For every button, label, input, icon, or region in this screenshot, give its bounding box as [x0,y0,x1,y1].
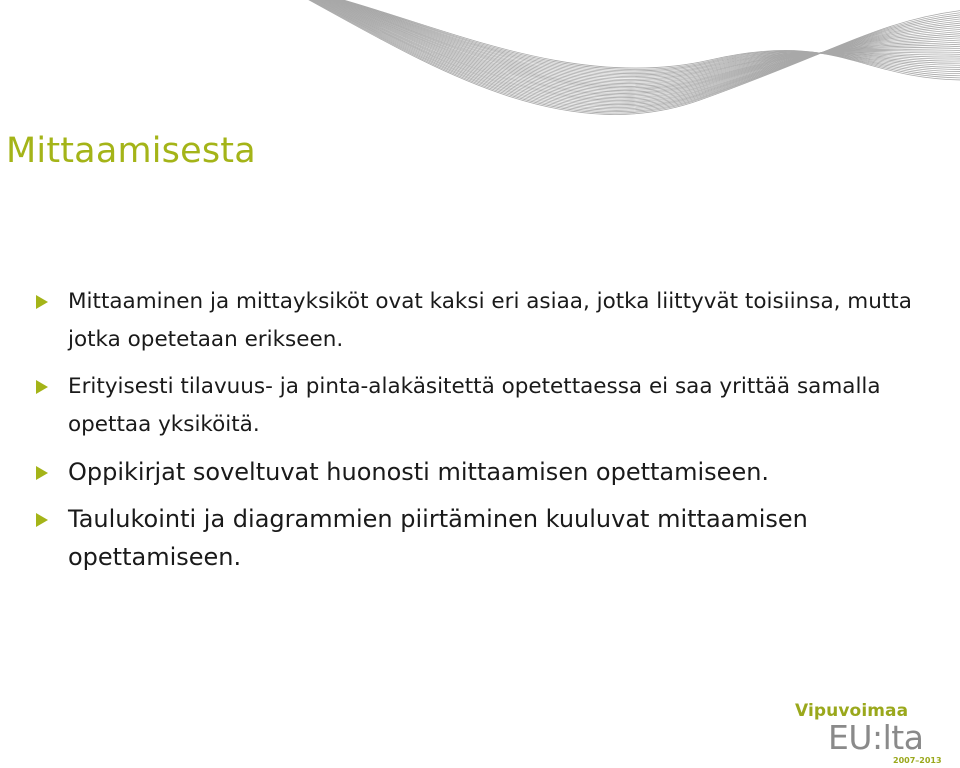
bullet-item [36,368,936,444]
bullet-list [36,283,936,585]
bullet-text: Oppikirjat soveltuvat huonosti mittaamisen opettamiseen. [68,458,770,486]
bullet-item [36,283,936,359]
logo-top-text: Vipuvoimaa [795,701,909,721]
eu-logo [795,700,945,766]
triangle-right-icon [36,295,48,309]
bullet-text: Taulukointi ja diagrammien piirtäminen kuuluvat mittaamisen opettamiseen. [68,505,808,571]
triangle-right-icon [36,466,48,480]
logo-years: 2007–2013 [893,756,942,765]
slide-title: Mittaamisesta [6,131,256,171]
bullet-item [36,453,936,491]
bullet-item [36,500,936,576]
bullet-text: Mittaaminen ja mittayksiköt ovat kaksi eri asiaa, jotka liittyvät toisiinsa, mutta jotka opetetaan erikseen. [68,289,912,352]
triangle-right-icon [36,380,48,394]
triangle-right-icon [36,513,48,527]
logo-main-text: EU:lta [828,718,924,757]
bullet-text: Erityisesti tilavuus- ja pinta-alakäsitettä opetettaessa ei saa yrittää samalla opettaa yksiköitä. [68,374,881,437]
